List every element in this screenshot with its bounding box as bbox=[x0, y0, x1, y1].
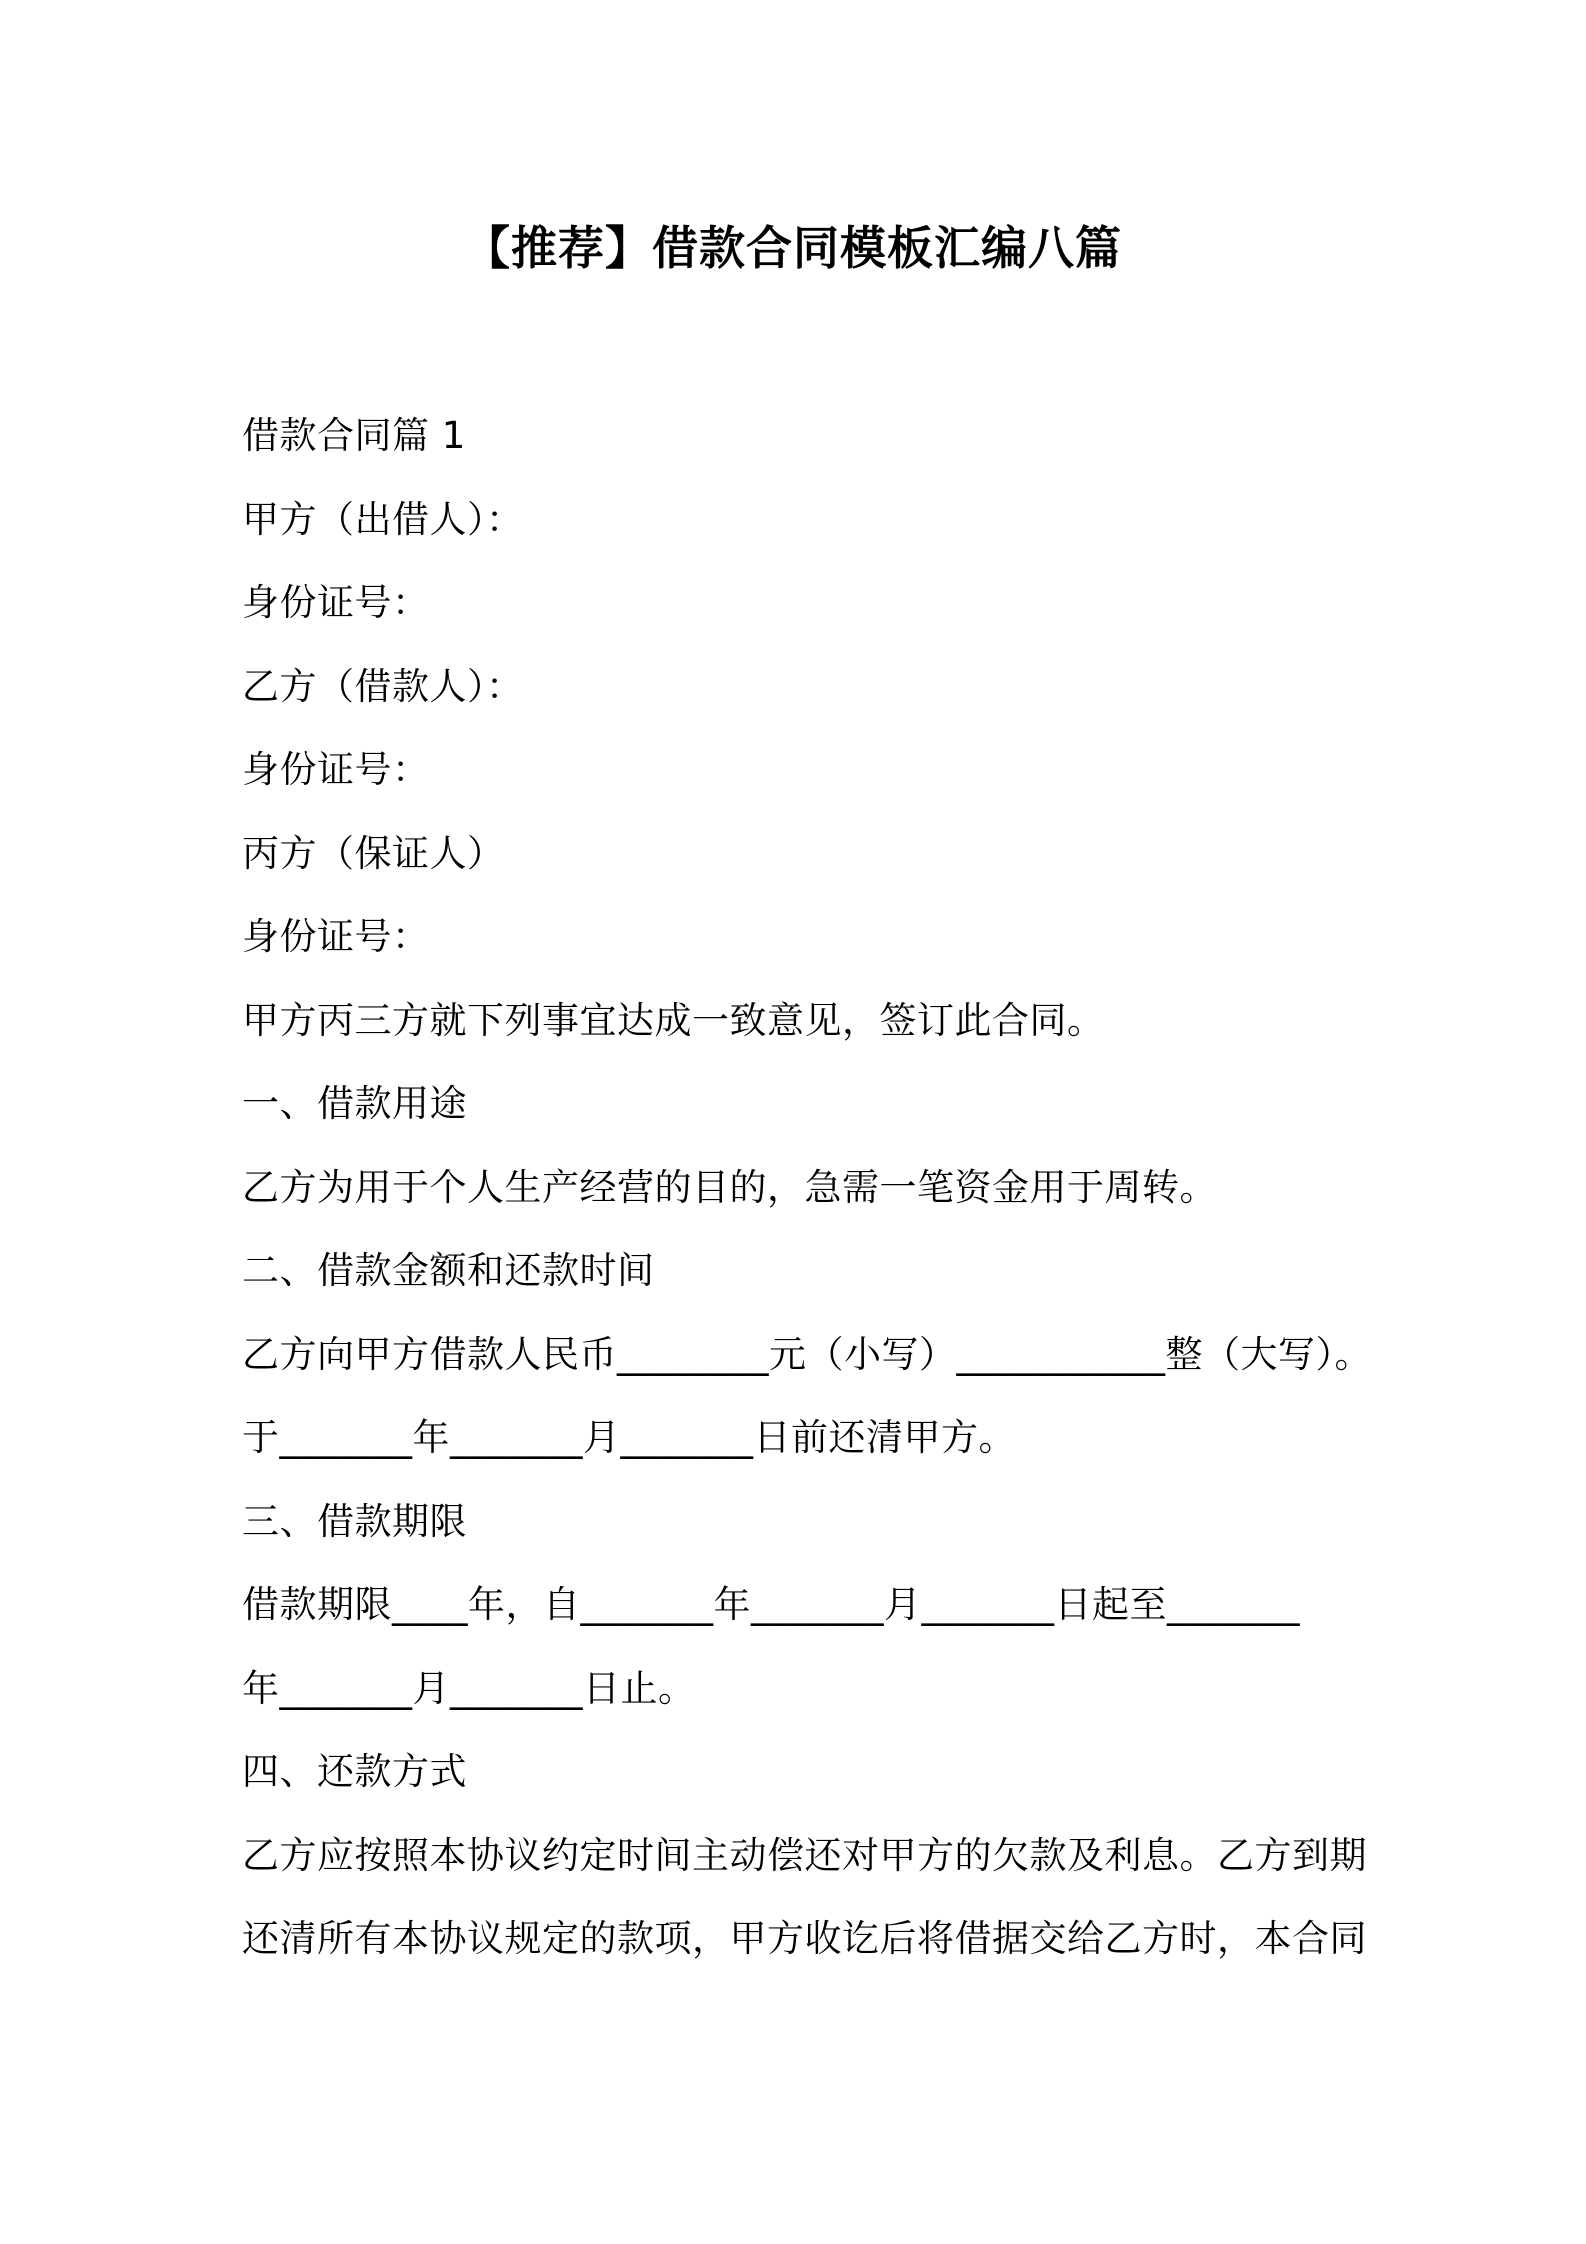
party-c-label: 丙方（保证人） bbox=[242, 831, 505, 875]
clause-2-heading: 二、借款金额和还款时间 bbox=[242, 1249, 655, 1292]
agreement-statement: 甲方丙三方就下列事宜达成一致意见，签订此合同。 bbox=[242, 998, 1105, 1042]
party-a-id-label: 身份证号： bbox=[242, 581, 430, 624]
clause-2-text-line-2: 于_______年_______月_______日前还清甲方。 bbox=[242, 1416, 1016, 1459]
clause-4-text-line-2: 还清所有本协议规定的款项，甲方收讫后将借据交给乙方时，本合同 bbox=[242, 1917, 1367, 1960]
clause-3-heading: 三、借款期限 bbox=[242, 1499, 467, 1543]
clause-4-text-line-1: 乙方应按照本协议约定时间主动偿还对甲方的欠款及利息。乙方到期 bbox=[242, 1833, 1367, 1877]
clause-4-heading: 四、还款方式 bbox=[242, 1750, 467, 1793]
party-a-label: 甲方（出借人）： bbox=[242, 497, 524, 541]
clause-3-text-line-1: 借款期限____年，自_______年_______月_______日起至_______ bbox=[242, 1583, 1300, 1626]
clause-2-text-line-1: 乙方向甲方借款人民币________元（小写）___________整（大写）。 bbox=[242, 1332, 1372, 1376]
clause-3-text-line-2: 年_______月_______日止。 bbox=[242, 1666, 696, 1710]
party-b-label: 乙方（借款人）： bbox=[242, 664, 524, 708]
party-c-id-label: 身份证号： bbox=[242, 915, 430, 958]
section-heading-contract-1: 借款合同篇 1 bbox=[242, 414, 466, 457]
clause-1-text: 乙方为用于个人生产经营的目的，急需一笔资金用于周转。 bbox=[242, 1165, 1217, 1209]
document-title: 【推荐】借款合同模板汇编八篇 bbox=[464, 221, 1122, 275]
document-body bbox=[242, 400, 1372, 1987]
party-b-id-label: 身份证号： bbox=[242, 748, 430, 791]
clause-1-heading: 一、借款用途 bbox=[242, 1082, 467, 1125]
